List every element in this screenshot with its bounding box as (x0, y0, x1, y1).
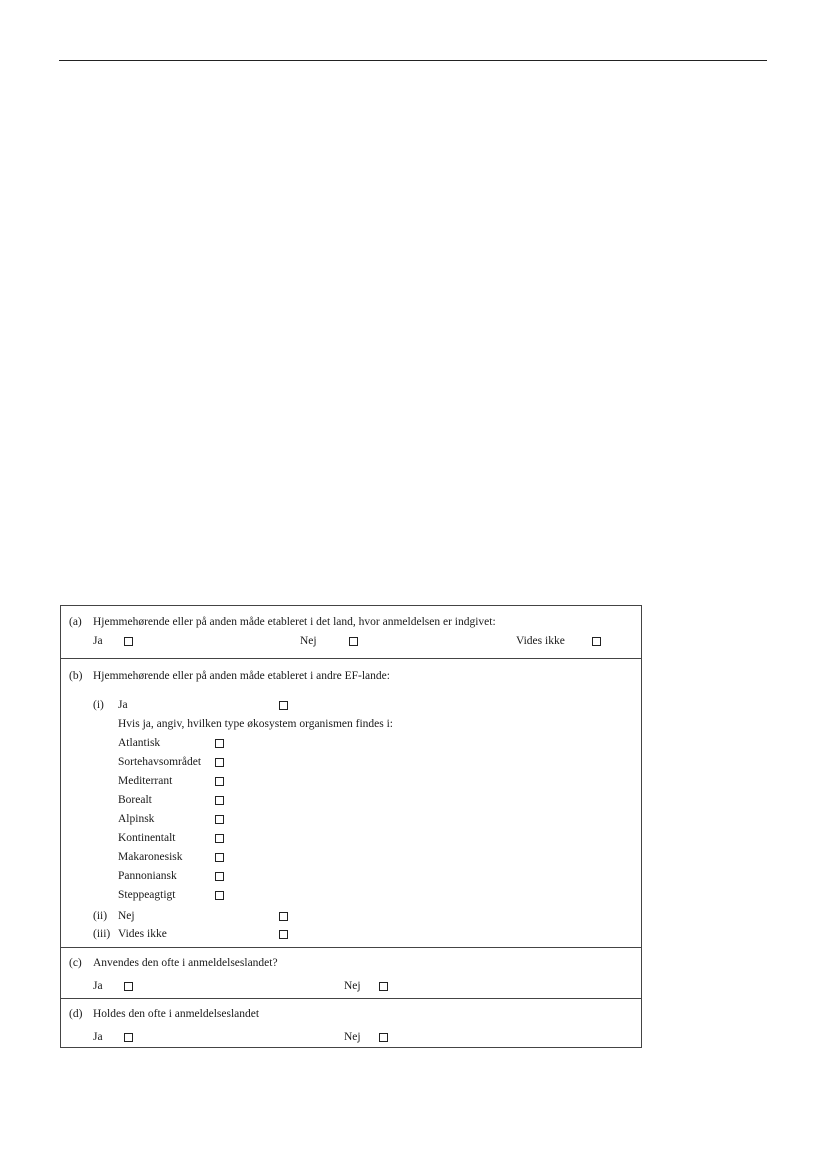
section-b-question: Hjemmehørende eller på anden måde etableret i andre EF-lande: (93, 670, 390, 682)
section-c-letter: (c) (69, 957, 82, 969)
section-a-vides-ikke-label: Vides ikke (516, 635, 565, 647)
section-c-nej-checkbox[interactable] (379, 982, 388, 991)
section-c-nej-label: Nej (344, 980, 361, 992)
section-b-i-label: (i) (93, 699, 104, 711)
ecosystem-label: Kontinentalt (118, 832, 176, 844)
ecosystem-label: Mediterrant (118, 775, 173, 787)
ecosystem-checkbox-atlantisk[interactable] (215, 739, 224, 748)
ecosystem-checkbox-borealt[interactable] (215, 796, 224, 805)
ecosystem-label: Makaronesisk (118, 851, 183, 863)
section-b-iii-vides-ikke-checkbox[interactable] (279, 930, 288, 939)
section-d-ja-label: Ja (93, 1031, 103, 1043)
section-b-i-ja-label: Ja (118, 699, 128, 711)
section-b-ii-nej-checkbox[interactable] (279, 912, 288, 921)
ecosystem-label: Sortehavsområdet (118, 756, 202, 768)
ecosystem-checkbox-alpinsk[interactable] (215, 815, 224, 824)
section-a-question: Hjemmehørende eller på anden måde etableret i det land, hvor anmeldelsen er indgivet: (93, 616, 496, 628)
section-a-ja-label: Ja (93, 635, 103, 647)
section-c (61, 948, 641, 999)
section-b-letter: (b) (69, 670, 83, 682)
ecosystem-label: Atlantisk (118, 737, 161, 749)
ecosystem-checkbox-kontinentalt[interactable] (215, 834, 224, 843)
section-a (61, 606, 641, 659)
section-a-nej-checkbox[interactable] (349, 637, 358, 646)
ecosystem-checkbox-steppeagtigt[interactable] (215, 891, 224, 900)
section-c-ja-checkbox[interactable] (124, 982, 133, 991)
section-a-vides-ikke-checkbox[interactable] (592, 637, 601, 646)
questionnaire-form (60, 605, 642, 1048)
ecosystem-label: Borealt (118, 794, 152, 806)
section-a-nej-label: Nej (300, 635, 317, 647)
section-d-ja-checkbox[interactable] (124, 1033, 133, 1042)
section-a-letter: (a) (69, 616, 82, 628)
ecosystem-label: Steppeagtigt (118, 889, 176, 901)
section-b-iii-label: (iii) (93, 928, 111, 940)
ecosystem-checkbox-pannoniansk[interactable] (215, 872, 224, 881)
ecosystem-label: Pannoniansk (118, 870, 177, 882)
section-a-ja-checkbox[interactable] (124, 637, 133, 646)
section-b-ii-nej-label: Nej (118, 910, 135, 922)
section-d-letter: (d) (69, 1008, 83, 1020)
header-rule (59, 60, 767, 61)
section-d-nej-checkbox[interactable] (379, 1033, 388, 1042)
ecosystem-checkbox-makaronesisk[interactable] (215, 853, 224, 862)
section-b (61, 659, 641, 948)
section-d-nej-label: Nej (344, 1031, 361, 1043)
section-b-if-yes-text: Hvis ja, angiv, hvilken type økosystem organismen findes i: (118, 718, 394, 730)
section-c-ja-label: Ja (93, 980, 103, 992)
ecosystem-label: Alpinsk (118, 813, 155, 825)
section-b-ii-label: (ii) (93, 910, 108, 922)
section-d (61, 999, 641, 1047)
section-d-question: Holdes den ofte i anmeldelseslandet (93, 1008, 260, 1020)
ecosystem-checkbox-sortehavsomradet[interactable] (215, 758, 224, 767)
section-b-iii-vides-ikke-label: Vides ikke (118, 928, 167, 940)
section-c-question: Anvendes den ofte i anmeldelseslandet? (93, 957, 278, 969)
ecosystem-checkbox-mediterrant[interactable] (215, 777, 224, 786)
section-b-i-ja-checkbox[interactable] (279, 701, 288, 710)
